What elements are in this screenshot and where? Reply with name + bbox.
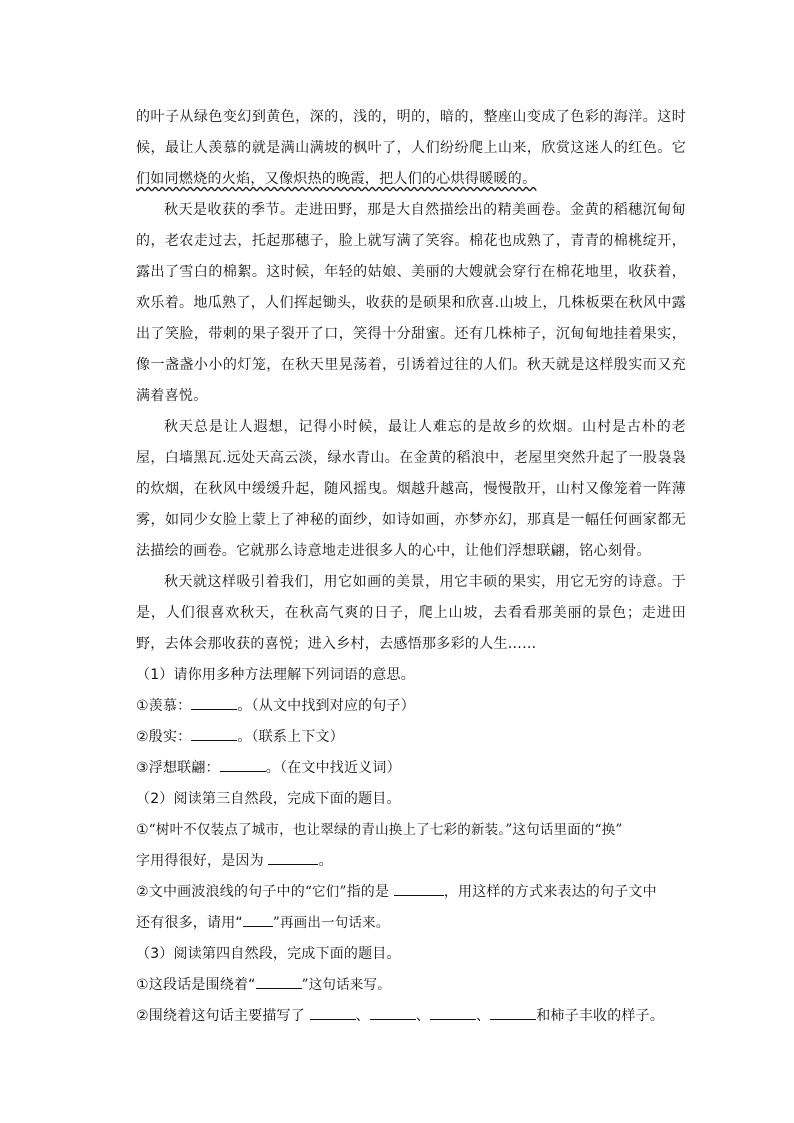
question-text: ②围绕着这句话主要描写了 xyxy=(136,1008,310,1024)
question-3-b xyxy=(136,1001,686,1032)
answer-blank[interactable] xyxy=(220,757,266,772)
question-1-c xyxy=(136,753,686,784)
answer-blank[interactable] xyxy=(243,912,273,927)
passage-paragraph-5: 秋天就这样吸引着我们，用它如画的美景，用它丰硕的果实，用它无穷的诗意。于是，人们很喜欢秋天，在秋高气爽的日子，爬上山坡，去看看那美丽的景色；走进田野，去体会那收获的喜悦；进入乡村，去感悟那多彩的人生…… xyxy=(136,574,686,652)
question-text: 还有很多，请用“ xyxy=(136,915,243,931)
document-content xyxy=(136,102,686,1032)
question-text: 指的是 xyxy=(346,884,394,900)
separator: 、 xyxy=(355,1008,370,1024)
question-text: 。（联系上下文） xyxy=(237,729,344,745)
answer-blank[interactable] xyxy=(191,726,237,741)
answer-blank[interactable] xyxy=(394,881,444,896)
question-text: ”再画出一句话来。 xyxy=(272,915,390,931)
question-text: ②文中画波浪线的句子中的 xyxy=(136,884,305,900)
question-2-a-line2 xyxy=(136,846,686,877)
question-1-b xyxy=(136,722,686,753)
quoted-sentence: “树叶不仅装点了城市，也让翠绿的青山换上了七彩的新装。”这句话里面的“换” xyxy=(148,822,623,838)
question-1-title: （1）请你用多种方法理解下列词语的意思。 xyxy=(136,667,415,683)
separator: 、 xyxy=(415,1008,431,1024)
answer-blank[interactable] xyxy=(370,1005,416,1020)
question-text: 。（在文中找近义词） xyxy=(265,760,401,776)
passage-line: 的叶子从绿色变幻到黄色，深的，浅的，明的，暗的，整座山变成了色彩的海洋。这时 xyxy=(136,109,686,125)
question-text: ，用这样的方式来表达的句子文中 xyxy=(443,884,657,900)
question-3-title: （3）阅读第四自然段，完成下面的题目。 xyxy=(136,946,401,962)
question-text: 和柿子丰收的样子。 xyxy=(536,1008,665,1024)
question-2-title: （2）阅读第三自然段，完成下面的题目。 xyxy=(136,791,401,807)
question-2-b-line2 xyxy=(136,908,686,939)
question-text: ②殷实： xyxy=(136,729,192,745)
answer-blank[interactable] xyxy=(191,695,237,710)
question-text: ①羡慕： xyxy=(136,698,192,714)
passage-paragraph-2-continued xyxy=(136,102,686,195)
passage-line: 候，最让人羡慕的就是满山满坡的枫叶了，人们纷纷爬上山来，欣赏这迷人的红色。它 xyxy=(136,140,686,156)
answer-blank[interactable] xyxy=(490,1005,536,1020)
separator: 、 xyxy=(476,1008,491,1024)
question-text: 字用得很好，是因为 xyxy=(136,853,269,869)
question-text: ”这句话来写。 xyxy=(301,977,391,993)
passage-paragraph-4: 秋天总是让人遐想，记得小时候，最让人难忘的是故乡的炊烟。山村是古朴的老屋，白墙黑瓦.远处天高云淡，绿水青山。在金黄的稻浪中，老屋里突然升起了一股袅袅的炊烟，在秋风中缓缓升起，随风摇曳。烟越升越高，慢慢散开，山村又像笼着一阵薄雾，如同少女脸上蒙上了神秘的面纱，如诗如画，亦梦亦幻，那真是一幅任何画家都无法描绘的画卷。它就那么诗意地走进很多人的心中，让他们浮想联翩，铭心刻骨。 xyxy=(136,419,686,559)
question-text: 。（从文中找到对应的句子） xyxy=(237,698,415,714)
question-2-b-line1 xyxy=(136,877,686,908)
question-1-a xyxy=(136,691,686,722)
passage-paragraph-3: 秋天是收获的季节。走进田野，那是大自然描绘出的精美画卷。金黄的稻穗沉甸甸的，老农走过去，托起那穗子，脸上就写满了笑容。棉花也成熟了，青青的棉桃绽开，露出了雪白的棉絮。这时候，年轻的姑娘、美丽的大嫂就会穿行在棉花地里，收获着，欢乐着。地瓜熟了，人们挥起锄头，收获的是硕果和欣喜.山坡上，几株板栗在秋风中露出了笑脸，带刺的果子裂开了口，笑得十分甜蜜。还有几株柿子，沉甸甸地挂着果实，像一盏盏小小的灯笼，在秋天里晃荡着，引诱着过往的人们。秋天就是这样殷实而又充满着喜悦。 xyxy=(136,202,686,404)
question-text: ③浮想联翩： xyxy=(136,760,220,776)
answer-blank[interactable] xyxy=(268,850,318,865)
quoted-word: “它们” xyxy=(304,884,347,900)
question-3-a xyxy=(136,970,686,1001)
question-2-a-line1 xyxy=(136,815,686,846)
question-text: 。 xyxy=(318,853,333,869)
question-text: ① xyxy=(136,822,149,838)
wavy-underlined-sentence: 们如同燃烧的火焰，又像炽热的晚霞，把人们的心烘得暖暖的。 xyxy=(136,171,537,187)
answer-blank[interactable] xyxy=(256,974,302,989)
question-text: ①这段话是围绕着“ xyxy=(136,977,256,993)
answer-blank[interactable] xyxy=(310,1005,356,1020)
answer-blank[interactable] xyxy=(430,1005,476,1020)
